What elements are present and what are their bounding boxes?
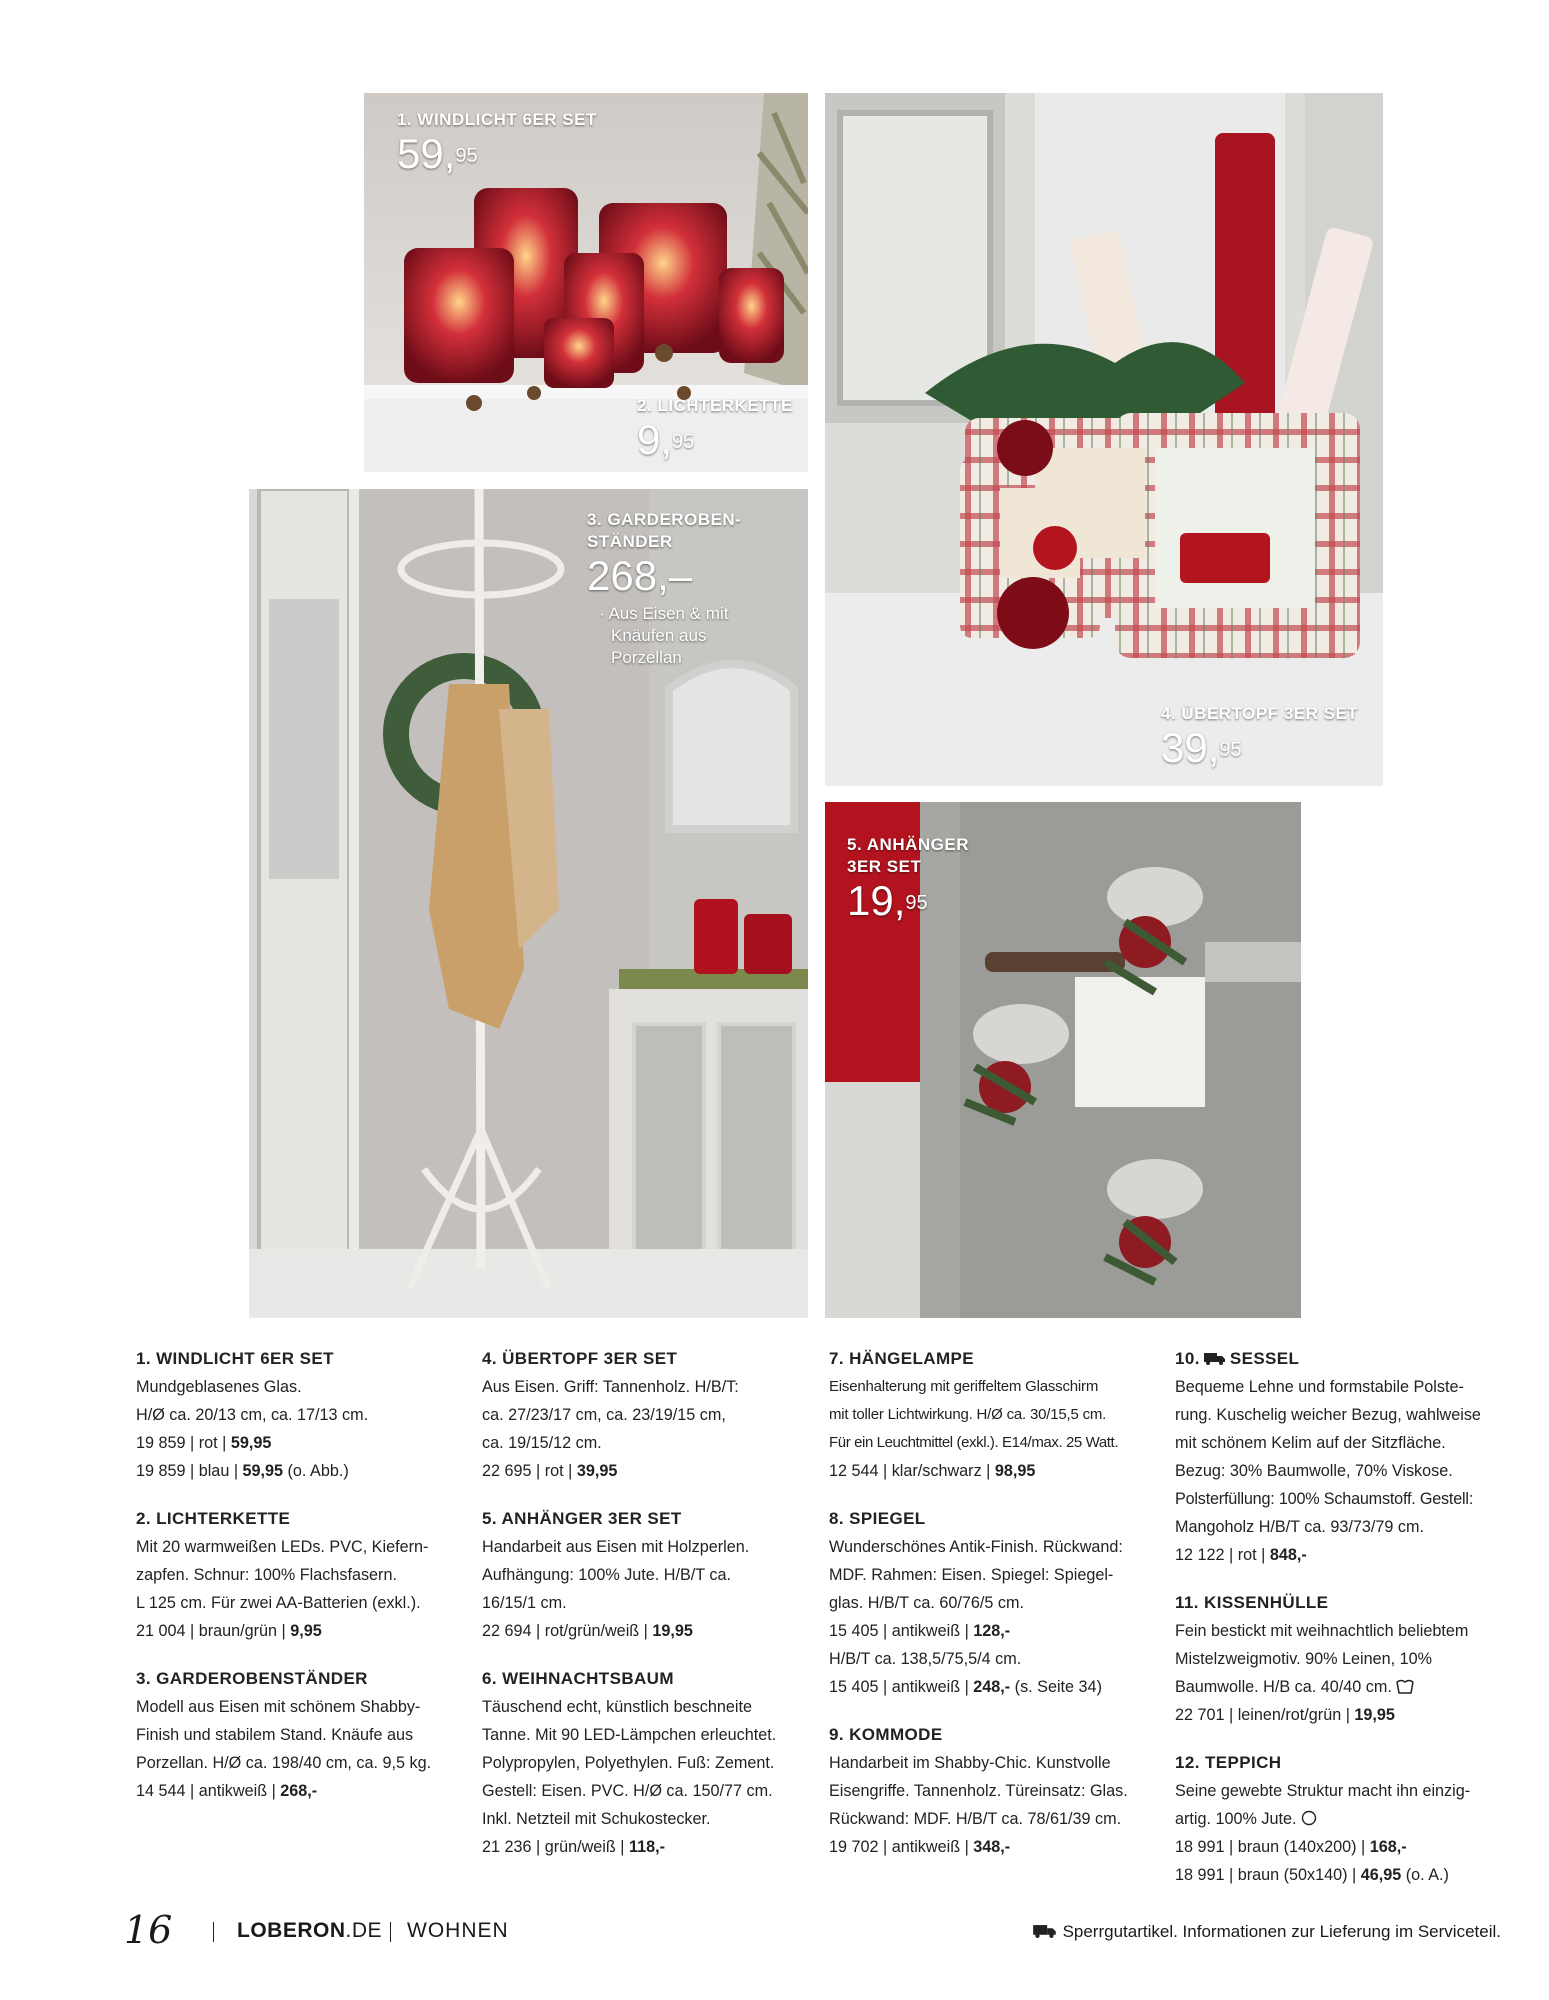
product-spiegel	[829, 1505, 1154, 1701]
product-desc-line: Rückwand: MDF. H/B/T ca. 78/61/39 cm.	[829, 1810, 1122, 1828]
lichterkette-price-tag	[637, 395, 793, 461]
anhaenger-photo-title-line1: 5. ANHÄNGER	[847, 835, 969, 854]
product-column-2	[482, 1345, 807, 1881]
product-price-line: 19 859 | blau | 59,95 (o. Abb.)	[136, 1462, 349, 1480]
garderobe-photo-note-line2: Knäufen aus	[611, 626, 707, 645]
lichterkette-photo-price: 9,95	[637, 416, 695, 463]
product-price-line: 12 544 | klar/schwarz | 98,95	[829, 1462, 1036, 1480]
photo-uebertopf	[825, 93, 1383, 786]
product-column-3	[829, 1345, 1154, 1881]
product-desc-line: Seine gewebte Struktur macht ihn einzig-	[1175, 1782, 1471, 1800]
product-desc-line: Porzellan. H/Ø ca. 198/40 cm, ca. 9,5 kg.	[136, 1754, 432, 1772]
footer-divider	[213, 1922, 214, 1942]
product-uebertopf	[482, 1345, 807, 1485]
product-desc-line: Mangoholz H/B/T ca. 93/73/79 cm.	[1175, 1518, 1424, 1536]
product-desc-line: Täuschend echt, künstlich beschneite	[482, 1698, 752, 1716]
product-desc-line: Handarbeit aus Eisen mit Holzperlen.	[482, 1538, 750, 1556]
product-desc-line: Gestell: Eisen. PVC. H/Ø ca. 150/77 cm.	[482, 1782, 773, 1800]
anhaenger-photo-price: 19,95	[847, 877, 928, 924]
product-desc-line: mit schönem Kelim auf der Sitzfläche.	[1175, 1434, 1446, 1452]
wash-icon	[1396, 1678, 1414, 1694]
product-price-line: 15 405 | antikweiß | 128,-	[829, 1622, 1011, 1640]
product-price-line: 22 694 | rot/grün/weiß | 19,95	[482, 1622, 693, 1640]
brand-link[interactable]: LOBERON.DE	[237, 1919, 383, 1942]
product-price-line: 14 544 | antikweiß | 268,-	[136, 1782, 318, 1800]
product-title: 7. HÄNGELAMPE	[829, 1349, 974, 1368]
dry-clean-icon	[1301, 1810, 1317, 1826]
delivery-note: Sperrgutartikel. Informationen zur Lieferung im Serviceteil.	[1033, 1922, 1501, 1942]
product-price-line: 21 236 | grün/weiß | 118,-	[482, 1838, 665, 1856]
truck-icon	[1033, 1924, 1057, 1938]
uebertopf-photo-price: 39,95	[1161, 724, 1242, 771]
product-title: 5. ANHÄNGER 3ER SET	[482, 1509, 682, 1528]
lichterkette-photo-title: 2. LICHTERKETTE	[637, 396, 793, 415]
product-desc-line: Fein bestickt mit weihnachtlich beliebtem	[1175, 1622, 1469, 1640]
garderobe-photo-title-line1: 3. GARDEROBEN-	[587, 510, 742, 529]
product-title: 1. WINDLICHT 6ER SET	[136, 1349, 334, 1368]
anhaenger-price-tag	[847, 834, 969, 922]
product-desc-line: Aus Eisen. Griff: Tannenholz. H/B/T:	[482, 1378, 739, 1396]
product-desc-line: Polsterfüllung: 100% Schaumstoff. Gestell:	[1175, 1490, 1474, 1508]
product-desc-line: H/Ø ca. 20/13 cm, ca. 17/13 cm.	[136, 1406, 369, 1424]
photo-windlicht	[364, 93, 808, 472]
product-title: 11. KISSENHÜLLE	[1175, 1593, 1329, 1612]
product-desc-line: 16/15/1 cm.	[482, 1594, 567, 1612]
product-desc-line: ca. 27/23/17 cm, ca. 23/19/15 cm,	[482, 1406, 726, 1424]
product-price-line: 15 405 | antikweiß | 248,- (s. Seite 34)	[829, 1678, 1102, 1696]
product-desc-line: artig. 100% Jute.	[1175, 1805, 1500, 1833]
product-desc-line: Eisengriffe. Tannenholz. Türeinsatz: Glas.	[829, 1782, 1128, 1800]
product-desc-line: Finish und stabilem Stand. Knäufe aus	[136, 1726, 414, 1744]
section-label: WOHNEN	[407, 1919, 509, 1942]
garderobe-photo-price: 268,–	[587, 552, 693, 599]
product-lichterkette	[136, 1505, 461, 1645]
product-price-line: 22 701 | leinen/rot/grün | 19,95	[1175, 1706, 1395, 1724]
footer-divider	[390, 1922, 391, 1942]
photo-anhaenger	[825, 802, 1301, 1318]
product-title: 9. KOMMODE	[829, 1725, 943, 1744]
product-desc-line: ca. 19/15/12 cm.	[482, 1434, 602, 1452]
product-weihnachtsbaum	[482, 1665, 807, 1861]
photo-garderobe	[249, 489, 808, 1318]
product-desc-line: L 125 cm. Für zwei AA-Batterien (exkl.).	[136, 1594, 421, 1612]
uebertopf-price-tag	[1161, 703, 1358, 769]
product-desc-line: Mistelzweigmotiv. 90% Leinen, 10%	[1175, 1650, 1433, 1668]
product-title: 4. ÜBERTOPF 3ER SET	[482, 1349, 678, 1368]
product-price-line: 22 695 | rot | 39,95	[482, 1462, 618, 1480]
product-price-line: 19 702 | antikweiß | 348,-	[829, 1838, 1011, 1856]
product-teppich	[1175, 1749, 1500, 1889]
product-desc-line: Handarbeit im Shabby-Chic. Kunstvolle	[829, 1754, 1111, 1772]
product-desc-line: Polypropylen, Polyethylen. Fuß: Zement.	[482, 1754, 775, 1772]
product-anhaenger	[482, 1505, 807, 1645]
product-desc-line: rung. Kuschelig weicher Bezug, wahlweise	[1175, 1406, 1481, 1424]
product-desc-line: Wunderschönes Antik-Finish. Rückwand:	[829, 1538, 1123, 1556]
product-windlicht	[136, 1345, 461, 1485]
product-garderobenstaender	[136, 1665, 461, 1805]
product-sessel	[1175, 1345, 1500, 1569]
product-desc-line: mit toller Lichtwirkung. H/Ø ca. 30/15,5 cm.	[829, 1406, 1107, 1423]
windlicht-photo-title: 1. WINDLICHT 6ER SET	[397, 110, 597, 129]
product-title: 3. GARDEROBENSTÄNDER	[136, 1669, 368, 1688]
uebertopf-illustration	[825, 93, 1383, 786]
product-desc-line: Inkl. Netzteil mit Schukostecker.	[482, 1810, 711, 1828]
product-desc-line: Eisenhalterung mit geriffeltem Glasschirm	[829, 1378, 1099, 1395]
product-kommode	[829, 1721, 1154, 1861]
garderobe-photo-note-line1: · Aus Eisen & mit	[599, 604, 729, 623]
product-desc-line: Tanne. Mit 90 LED-Lämpchen erleuchtet.	[482, 1726, 777, 1744]
product-desc-line: Modell aus Eisen mit schönem Shabby-	[136, 1698, 421, 1716]
product-desc-line: Mit 20 warmweißen LEDs. PVC, Kiefern-	[136, 1538, 429, 1556]
product-price-line: 12 122 | rot | 848,-	[1175, 1546, 1307, 1564]
product-desc-line: MDF. Rahmen: Eisen. Spiegel: Spiegel-	[829, 1566, 1114, 1584]
product-desc-line: Baumwolle. H/B ca. 40/40 cm.	[1175, 1673, 1500, 1701]
garderobe-photo-title-line2: STÄNDER	[587, 532, 673, 551]
anhaenger-photo-title-line2: 3ER SET	[847, 857, 922, 876]
product-desc-line: Aufhängung: 100% Jute. H/B/T ca.	[482, 1566, 731, 1584]
product-desc-line: H/B/T ca. 138,5/75,5/4 cm.	[829, 1650, 1022, 1668]
product-title: 10. SESSEL	[1175, 1349, 1300, 1368]
product-title: 6. WEIHNACHTSBAUM	[482, 1669, 674, 1688]
truck-icon	[1204, 1352, 1226, 1365]
windlicht-photo-price: 59,95	[397, 130, 478, 177]
garderobe-photo-note-line3: Porzellan	[611, 648, 682, 667]
windlicht-price-tag	[397, 109, 597, 175]
product-desc-line: zapfen. Schnur: 100% Flachsfasern.	[136, 1566, 397, 1584]
product-price-line: 19 859 | rot | 59,95	[136, 1434, 272, 1452]
product-haengelampe	[829, 1345, 1154, 1485]
product-desc-line: Bezug: 30% Baumwolle, 70% Viskose.	[1175, 1462, 1453, 1480]
product-title: 8. SPIEGEL	[829, 1509, 926, 1528]
product-title: 2. LICHTERKETTE	[136, 1509, 291, 1528]
product-desc-line: Für ein Leuchtmittel (exkl.). E14/max. 25 Watt.	[829, 1434, 1119, 1451]
product-price-line: 21 004 | braun/grün | 9,95	[136, 1622, 322, 1640]
uebertopf-photo-title: 4. ÜBERTOPF 3ER SET	[1161, 704, 1359, 723]
product-column-4	[1175, 1345, 1500, 1909]
product-desc-line: Bequeme Lehne und formstabile Polste-	[1175, 1378, 1464, 1396]
product-title: 12. TEPPICH	[1175, 1753, 1282, 1772]
garderobe-price-tag	[587, 509, 741, 669]
page-number: 16	[124, 1908, 173, 1952]
product-desc-line: glas. H/B/T ca. 60/76/5 cm.	[829, 1594, 1024, 1612]
product-kissenhuelle	[1175, 1589, 1500, 1729]
product-price-line: 18 991 | braun (140x200) | 168,-	[1175, 1838, 1407, 1856]
page-footer	[0, 1910, 1549, 1960]
product-desc-line: Mundgeblasenes Glas.	[136, 1378, 302, 1396]
product-price-line: 18 991 | braun (50x140) | 46,95 (o. A.)	[1175, 1866, 1449, 1884]
product-column-1	[136, 1345, 461, 1825]
